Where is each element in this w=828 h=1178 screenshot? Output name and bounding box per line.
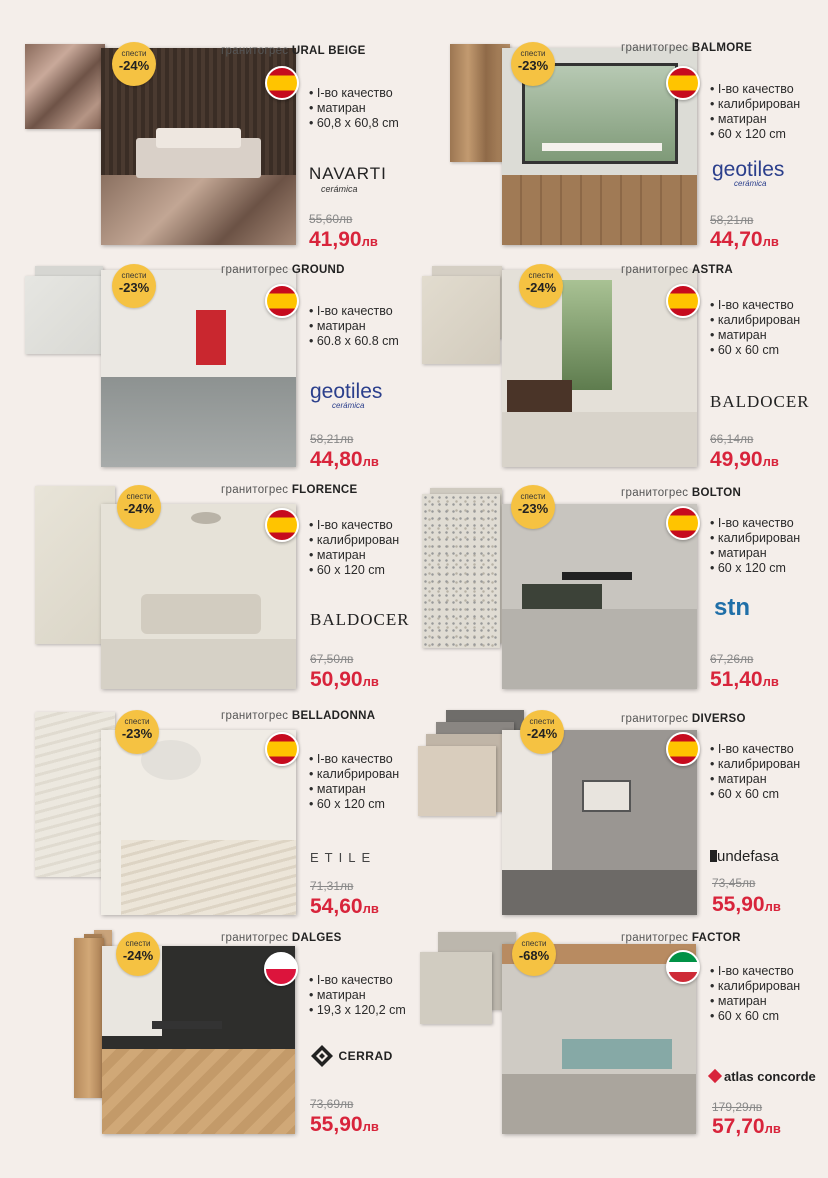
discount-badge: спести -68% [512,932,556,976]
product-title: гранитогрес GROUND [221,264,345,276]
product-card-ground[interactable] [25,262,415,472]
tile-swatch [422,494,500,648]
discount-badge: спести -24% [520,710,564,754]
spain-flag-icon [265,732,299,766]
undefasa-logo-icon [710,850,717,862]
new-price: 51,40лв [710,668,779,691]
product-title: гранитогрес DALGES [221,932,342,944]
tile-swatch [25,276,103,354]
old-price: 67,50лв [310,652,354,666]
feature-list: • I-во качество • калибрирован • матиран • 60 x 120 cm [710,82,800,142]
brand-logo: stn [714,594,750,621]
brand-logo: CERRAD [310,1044,393,1068]
product-title: гранитогрес ASTRA [621,264,733,276]
new-price: 55,90лв [712,893,781,916]
new-price: 49,90лв [710,448,779,471]
tile-swatch [422,276,500,364]
spain-flag-icon [265,66,299,100]
tile-swatch [420,952,492,1024]
new-price: 55,90лв [310,1113,379,1136]
feature-list: • I-во качество • калибрирован • матиран • 60 x 120 cm [309,518,399,578]
feature-list: • I-во качество • калибрирован • матиран • 60 x 120 cm [309,752,399,812]
product-title: гранитогрес FACTOR [621,932,741,944]
brand-logo: BALDOCER [710,392,810,411]
poland-flag-icon [264,952,298,986]
cerrad-logo-icon [310,1044,334,1068]
old-price: 73,45лв [712,876,756,890]
tile-swatch [74,938,104,1098]
tile-swatch [25,44,105,129]
feature-list: • I-во качество • матиран • 19,3 x 120,2 cm [309,973,406,1018]
atlas-concorde-logo-icon [708,1069,722,1083]
product-title: гранитогрес BELLADONNA [221,710,376,722]
product-card-dalges[interactable] [74,930,464,1140]
brand-logo: geotiles cerámica [310,380,383,410]
feature-list: • I-во качество • калибрирован • матиран • 60 x 60 cm [710,742,800,802]
discount-badge: спести -23% [112,264,156,308]
tile-swatch [450,44,510,162]
product-card-factor[interactable] [420,930,816,1140]
old-price: 73,69лв [310,1097,354,1111]
feature-list: • I-во качество • калибрирован • матиран • 60 x 60 cm [710,298,800,358]
feature-list: • I-во качество • калибрирован • матиран • 60 x 120 cm [710,516,800,576]
product-card-balmore[interactable] [450,42,828,252]
discount-badge: спести -24% [112,42,156,86]
old-price: 58,21лв [710,213,754,227]
discount-badge: спести -23% [115,710,159,754]
discount-badge: спести -23% [511,485,555,529]
discount-badge: спести -24% [117,485,161,529]
new-price: 54,60лв [310,895,379,918]
spain-flag-icon [666,506,700,540]
new-price: 41,90лв [309,228,378,251]
old-price: 55,60лв [309,212,353,226]
product-title: гранитогрес URAL BEIGE [221,45,366,57]
feature-list: • I-во качество • калибрирован • матиран • 60 x 60 cm [710,964,800,1024]
spain-flag-icon [265,508,299,542]
discount-badge: спести -23% [511,42,555,86]
tile-swatch [418,746,496,816]
old-price: 58,21лв [310,432,354,446]
product-card-florence[interactable] [25,482,415,692]
italy-flag-icon [666,950,700,984]
discount-badge: спести -24% [519,264,563,308]
old-price: 66,14лв [710,432,754,446]
brand-logo: undefasa [710,848,779,866]
spain-flag-icon [666,284,700,318]
product-title: гранитогрес BALMORE [621,42,753,54]
feature-list: • I-во качество • матиран • 60.8 x 60.8 cm [309,304,399,349]
product-title: гранитогрес BOLTON [621,487,742,499]
brand-logo: geotiles cerámica [712,158,785,188]
product-card-diverso[interactable] [418,710,808,920]
product-card-belladonna[interactable] [25,708,415,918]
spain-flag-icon [265,284,299,318]
product-card-bolton[interactable] [422,482,812,692]
old-price: 67,26лв [710,652,754,666]
brand-logo: BALDOCER [310,610,410,629]
product-title: гранитогрес FLORENCE [221,484,358,496]
new-price: 50,90лв [310,668,379,691]
new-price: 44,80лв [310,448,379,471]
brand-logo: ETILE [310,850,377,865]
product-card-astra[interactable] [422,262,812,472]
product-card-ural-beige[interactable] [25,42,415,252]
brand-logo: NAVARTI cerámica [309,164,387,194]
spain-flag-icon [666,732,700,766]
spain-flag-icon [666,66,700,100]
old-price: 179,29лв [712,1100,763,1114]
discount-badge: спести -24% [116,932,160,976]
new-price: 44,70лв [710,228,779,251]
product-title: гранитогрес DIVERSO [621,713,746,725]
brand-logo: atlas concorde [710,1068,816,1086]
new-price: 57,70лв [712,1115,781,1138]
feature-list: • I-во качество • матиран • 60,8 x 60,8 cm [309,86,399,131]
old-price: 71,31лв [310,879,354,893]
